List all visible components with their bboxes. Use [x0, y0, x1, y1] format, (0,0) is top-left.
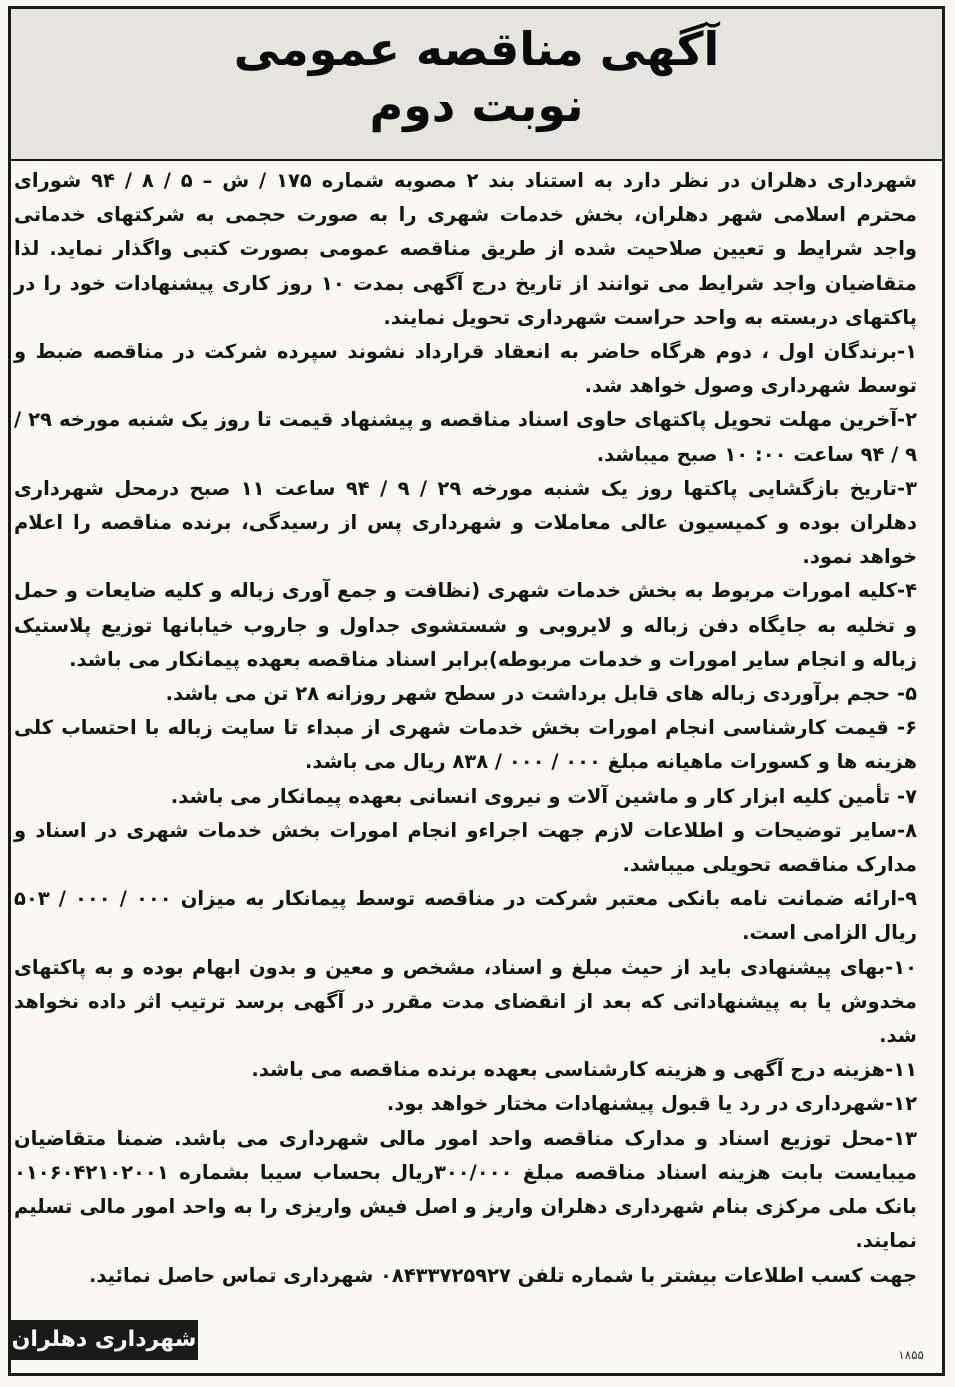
ad-code: ۱۸۵۵	[898, 1348, 924, 1362]
clause-10: ۱۰-بهای پیشنهادی باید از حیث مبلغ و اسناد، مشخص و معین و بدون ابهام بوده و به پاکتهای مخدوش یا به پیشنهاداتی که بعد از انقضای مدت مقرر در آگهی برسد ترتیب اثر داده نخواهد شد.	[14, 955, 917, 1048]
clause-12: ۱۲-شهرداری در رد یا قبول پیشنهادات مختار خواهد بود.	[386, 1092, 917, 1116]
clause-1: ۱-برندگان اول ، دوم هرگاه حاضر به انعقاد قرارداد نشوند سپرده شرکت در مناقصه ضبط و توسط شهرداری وصول خواهد شد.	[14, 340, 917, 398]
clause-5: ۵- حجم برآوردی زباله های قابل برداشت در سطح شهر روزانه ۲۸ تن می باشد.	[165, 682, 917, 706]
clause-6: ۶- قیمت کارشناسی انجام امورات بخش خدمات شهری از مبداء تا سایت زباله با احتساب کلی هزینه ها و کسورات ماهیانه مبلغ ۰۰۰ / ۰۰۰ / ۸۳۸ ریال می باشد.	[14, 716, 917, 774]
intro-paragraph: شهرداری دهلران در نظر دارد به استناد بند ۲ مصوبه شماره ۱۷۵ / ش – ۵ / ۸ / ۹۴ شورای محترم اسلامی شهر دهلران، بخش خدمات شهری را به صورت حجمی به شرکتهای خدماتی واجد شرایط و تعیین صلاحیت شده از طریق مناقصه عمومی بصورت کتبی واگذار نماید. لذا متقاضیان واجد شرایط می توانند از تاریخ درج آگهی بمدت ۱۰ روز کاری پیشنهادات خود را در پاکتهای دربسته به واحد حراست شهرداری تحویل نمایند.	[14, 169, 918, 329]
contact-line: جهت کسب اطلاعات بیشتر با شماره تلفن ۰۸۴۳۳۷۲۵۹۲۷ شهرداری تماس حاصل نمائید.	[88, 1263, 917, 1287]
clause-7: ۷- تأمین کلیه ابزار کار و ماشین آلات و نیروی انسانی بعهده پیمانکار می باشد.	[170, 784, 917, 808]
clause-9: ۹-ارائه ضمانت نامه بانکی معتبر شرکت در مناقصه توسط پیمانکار به میزان ۰۰۰ / ۰۰۰ / ۵۰۳ ریال الزامی است.	[14, 887, 917, 945]
clause-4: ۴-کلیه امورات مربوط به بخش خدمات شهری (نظافت و جمع آوری زباله و کلیه ضایعات و حمل و تخلیه به جایگاه دفن زباله و لایروبی و شستشوی جداول و جاروب خیابانها توزیع پلاستیک زباله و انجام سایر امورات و خدمات مربوطه)برابر اسناد مناقصه بعهده پیمانکار می باشد.	[14, 579, 917, 671]
issuer-badge: شهرداری دهلران	[10, 1320, 198, 1360]
clause-11: ۱۱-هزینه درج آگهی و هزینه کارشناسی بعهده برنده مناقصه می باشد.	[251, 1058, 917, 1082]
clause-2: ۲-آخرین مهلت تحویل پاکتهای حاوی اسناد مناقصه و پیشنهاد قیمت تا روز یک شنبه مورخه ۲۹ / ۹ / ۹۴ ساعت ۰۰: ۱۰ صبح میباشد.	[14, 408, 917, 466]
clause-13: ۱۳-محل توزیع اسناد و مدارک مناقصه واحد امور مالی شهرداری می باشد. ضمنا متقاضیان میبایست بابت هزینه اسناد مناقصه مبلغ ۳۰۰/۰۰۰ریال بحساب سیبا بشماره ۰۱۰۶۰۴۲۱۰۲۰۰۱ بانک ملی مرکزی بنام شهرداری دهلران واریز و اصل فیش واریزی را به واحد امور مالی تسلیم نمایند.	[14, 1126, 918, 1253]
notice-header	[11, 9, 942, 161]
notice-body	[14, 164, 917, 1293]
clause-8: ۸-سایر توضیحات و اطلاعات لازم جهت اجراءو انجام امورات بخش خدمات شهری در اسناد و مدارک مناقصه تحویلی میباشد.	[14, 818, 917, 877]
notice-subtitle: نوبت دوم	[369, 78, 584, 132]
notice-title: آگهی مناقصه عمومی	[233, 22, 720, 76]
clause-3: ۳-تاریخ بازگشایی پاکتها روز یک شنبه مورخه ۲۹ / ۹ / ۹۴ ساعت ۱۱ صبح درمحل شهرداری دهلران بوده و کمیسیون عالی معاملات و شهرداری پس از رسیدگی، برنده مناقصه را اعلام خواهد نمود.	[14, 476, 917, 569]
